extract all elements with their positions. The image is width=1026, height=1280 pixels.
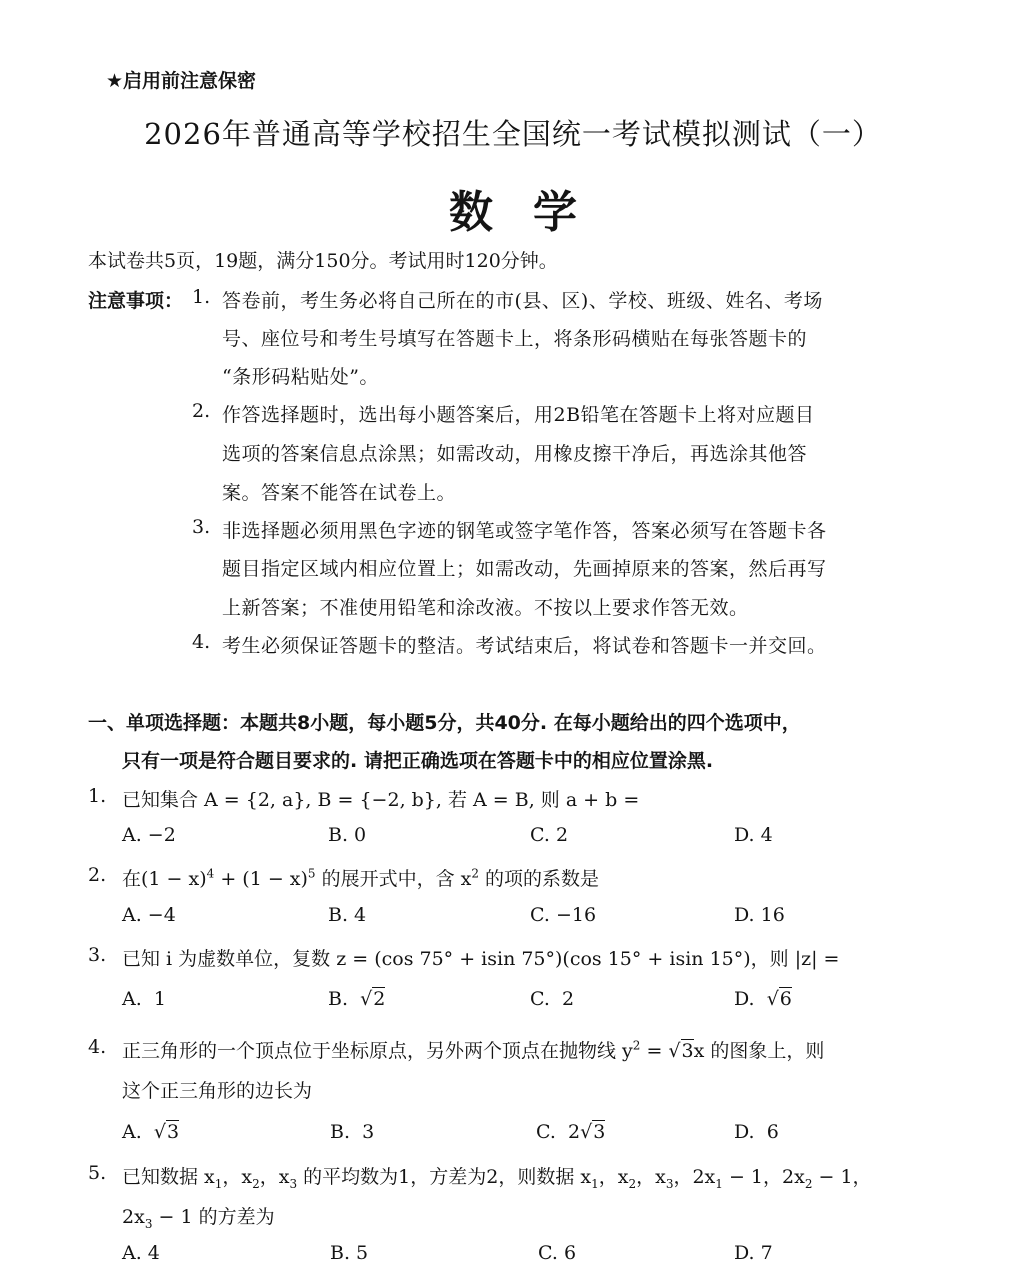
question-2-stem-part: + (1 − x) (214, 868, 308, 890)
question-4-option-a: A. √3 (122, 1121, 180, 1143)
option-label: A. (122, 988, 142, 1010)
notice-item-3-line-1: 非选择题必须用黑色字迹的钢笔或签字笔作答，答案必须写在答题卡各 (222, 520, 827, 542)
notice-item-3-line-3: 上新答案；不准使用铅笔和涂改液。不按以上要求作答无效。 (222, 597, 749, 619)
q5-part: ，x (598, 1166, 629, 1188)
question-3-option-d: D. √6 (734, 988, 792, 1010)
question-4-stem-part: = (640, 1040, 669, 1062)
notice-item-4-line-1: 考生必须保证答题卡的整洁。考试结束后，将试卷和答题卡一并交回。 (222, 635, 827, 657)
option-value-radicand: 2 (373, 988, 386, 1010)
question-4-stem-part: x 的图象上，则 (693, 1040, 825, 1062)
question-2-option-a: A. −4 (122, 904, 176, 926)
q5-sub: 2 (252, 1176, 260, 1191)
q5-sub: 1 (214, 1176, 223, 1191)
option-label: A. (122, 1121, 142, 1143)
q5-part: 2x (122, 1206, 145, 1228)
question-1-option-a: A. −2 (122, 824, 176, 846)
subject-title: 数学 (449, 187, 617, 238)
notice-item-4-num: 4. (192, 631, 211, 653)
question-2-stem (122, 864, 599, 891)
question-4-stem-line-2: 这个正三角形的边长为 (122, 1080, 313, 1102)
exam-title: 2026年普通高等学校招生全国统一考试模拟测试（一） (144, 117, 882, 151)
notice-item-2-line-2: 选项的答案信息点涂黑；如需改动，用橡皮擦干净后，再选涂其他答 (222, 443, 808, 465)
option-value-radicand: 6 (779, 988, 792, 1010)
question-2-stem-part: 在(1 − x) (122, 868, 207, 890)
notice-item-2-line-3: 案。答案不能答在试卷上。 (222, 482, 457, 504)
question-4-exponent: 2 (632, 1038, 641, 1053)
option-value-radicand: 3 (593, 1121, 606, 1143)
notice-item-3-line-2: 题目指定区域内相应位置上；如需改动，先画掉原来的答案，然后再写 (222, 558, 827, 580)
question-3-num: 3. (88, 944, 107, 966)
question-5-option-b: B. 5 (330, 1242, 369, 1264)
option-label: B. (328, 988, 349, 1010)
question-4-option-c: C. 2√3 (536, 1121, 606, 1143)
question-5-num: 5. (88, 1162, 107, 1184)
option-label: C. (530, 988, 550, 1010)
question-3-option-c (530, 988, 574, 1010)
question-5-stem-line-2 (122, 1202, 275, 1231)
notice-item-2-num: 2. (192, 400, 211, 422)
question-2-exponent: 4 (206, 866, 215, 881)
exam-info: 本试卷共5页，19题，满分150分。考试用时120分钟。 (88, 250, 558, 272)
question-4-option-d (734, 1121, 779, 1143)
question-3-stem: 已知 i 为虚数单位，复数 z = (cos 75° + isin 75°)(cos 15° + isin 15°)，则 |z| = (122, 948, 840, 970)
question-1-num: 1. (88, 785, 107, 807)
q5-sub: 2 (628, 1176, 637, 1191)
question-2-option-d: D. 16 (734, 904, 785, 926)
question-5-option-d: D. 7 (734, 1242, 773, 1264)
question-2-option-b: B. 4 (328, 904, 367, 926)
option-value: 3 (362, 1121, 375, 1143)
option-value: 1 (153, 988, 166, 1010)
notice-item-1-line-1: 答卷前，考生务必将自己所在的市(县、区)、学校、班级、姓名、考场 (222, 290, 823, 312)
notice-item-1-line-3: “条形码粘贴处”。 (222, 366, 379, 388)
question-3-option-b: B. √2 (328, 988, 386, 1010)
notice-item-1-num: 1. (192, 286, 211, 308)
confidential-note: ★启用前注意保密 (106, 70, 257, 92)
question-5-stem (122, 1162, 872, 1191)
notice-item-3-num: 3. (192, 516, 211, 538)
q5-part: 的平均数为1，方差为2，则数据 x (297, 1166, 592, 1188)
notice-item-1-line-2: 号、座位号和考生号填写在答题卡上，将条形码横贴在每张答题卡的 (222, 328, 808, 350)
q5-sub: 3 (665, 1176, 674, 1191)
q5-part: ，x (222, 1166, 253, 1188)
q5-sub: 1 (715, 1176, 723, 1191)
question-1-stem: 已知集合 A = {2, a}, B = {−2, b}, 若 A = B, 则 a + b = (122, 789, 640, 811)
question-4-radicand: 3 (681, 1040, 694, 1062)
option-label: D. (734, 1121, 755, 1143)
q5-part: − 1 的方差为 (152, 1206, 275, 1228)
question-1-option-d: D. 4 (734, 824, 773, 846)
q5-part: − 1，2x (722, 1166, 805, 1188)
q5-sub: 1 (591, 1176, 599, 1191)
q5-part: ，2x (673, 1166, 716, 1188)
option-value: 2 (562, 988, 575, 1010)
question-2-exponent: 2 (471, 866, 479, 881)
question-1-option-b: B. 0 (328, 824, 367, 846)
question-4-stem: 正三角形的一个顶点位于坐标原点，另外两个顶点在抛物线 $y^2 = √3x$ 的图象上，则 (122, 1038, 825, 1062)
q5-sub: 3 (289, 1176, 298, 1191)
question-2-stem-part: 的项的系数是 (479, 868, 600, 890)
question-4-num: 4. (88, 1036, 107, 1058)
option-label: B. (330, 1121, 351, 1143)
question-5-option-a: A. 4 (122, 1242, 160, 1264)
option-value: 6 (766, 1121, 779, 1143)
question-2-stem-part: 的展开式中，含 x (315, 868, 472, 890)
option-label: C. (536, 1121, 556, 1143)
question-1-option-c: C. 2 (530, 824, 569, 846)
q5-sub: 3 (144, 1216, 153, 1231)
question-3-option-a (122, 988, 166, 1010)
section-1-heading-line-2: 只有一项是符合题目要求的. 请把正确选项在答题卡中的相应位置涂黑. (122, 750, 714, 772)
option-label: D. (734, 988, 755, 1010)
section-1-heading: 一、单项选择题：本题共8小题，每小题5分，共40分. 在每小题给出的四个选项中， (88, 712, 801, 734)
question-2-num: 2. (88, 864, 107, 886)
question-2-exponent: 5 (307, 866, 316, 881)
question-5-option-c: C. 6 (538, 1242, 577, 1264)
question-4-stem-part: 正三角形的一个顶点位于坐标原点，另外两个顶点在抛物线 y (122, 1040, 633, 1062)
q5-part: ，x (259, 1166, 290, 1188)
option-value: 2 (568, 1121, 581, 1143)
notice-label: 注意事项： (88, 290, 184, 312)
notice-item-2-line-1: 作答选择题时，选出每小题答案后，用2B铅笔在答题卡上将对应题目 (222, 404, 815, 426)
q5-part: ，x (636, 1166, 666, 1188)
q5-sub: 2 (804, 1176, 813, 1191)
question-2-option-c: C. −16 (530, 904, 597, 926)
q5-part: − 1， (812, 1166, 872, 1188)
q5-part: 已知数据 x (122, 1166, 215, 1188)
question-4-option-b (330, 1121, 374, 1143)
option-value-radicand: 3 (166, 1121, 180, 1143)
